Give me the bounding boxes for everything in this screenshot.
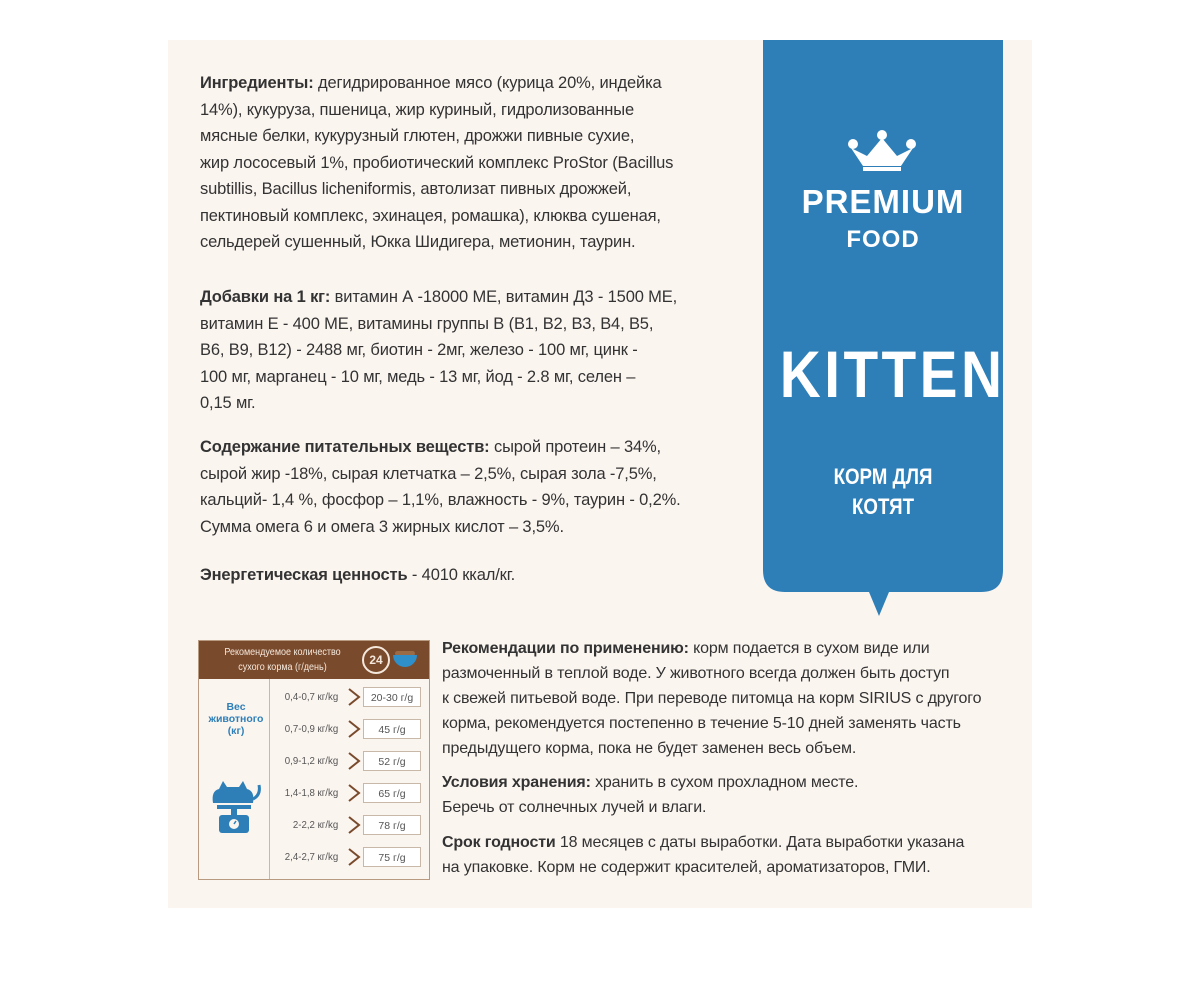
- table-divider: [269, 679, 270, 879]
- shelf-life-paragraph: Срок годности 18 месяцев с даты выработки. Дата выработки указана на упаковке. Корм не содержит красителей, ароматизаторов, ГМИ.: [442, 834, 965, 876]
- arrow-icon: [347, 815, 361, 835]
- table-row: 0,7-0,9 кг/kg 45 г/g: [271, 715, 427, 743]
- bowl-icon: [393, 655, 417, 667]
- table-row: 0,4-0,7 кг/kg 20-30 г/g: [271, 683, 427, 711]
- shelf-life-label: Срок годности: [442, 834, 556, 851]
- kitten-title: KITTEN: [779, 337, 1006, 411]
- arrow-icon: [347, 687, 361, 707]
- nutrients-label: Содержание питательных веществ:: [200, 438, 490, 456]
- hours-badge: 24: [362, 646, 390, 674]
- table-row: 1,4-1,8 кг/kg 65 г/g: [271, 779, 427, 807]
- feeding-table: [198, 640, 430, 880]
- crown-icon: [847, 130, 917, 172]
- energy-paragraph: Энергетическая ценность - 4010 ккал/кг.: [200, 566, 516, 584]
- storage-label: Условия хранения:: [442, 774, 591, 791]
- energy-label: Энергетическая ценность: [200, 566, 408, 584]
- table-row: 2-2,2 кг/kg 78 г/g: [271, 811, 427, 839]
- ingredients-paragraph: Ингредиенты: дегидрированное мясо (курица 20%, индейка 14%), кукуруза, пшеница, жир куриный, гидролизованные мясные белки, кукурузный глютен, дрожжи пивные сухие, жир лососевый 1%, пробиотический комплекс ProStor (Bacillus subtillis, Bacillus licheniformis, автолизат пивных дрожжей, пектиновый комплекс, эхинацея, ромашка), клюква сушеная, сельдерей сушенный, Юкка Шидигера, метионин, таурин.: [200, 74, 674, 251]
- usage-label: Рекомендации по применению:: [442, 640, 689, 657]
- table-row: 2,4-2,7 кг/kg 75 г/g: [271, 843, 427, 871]
- korm-subtitle: КОРМ ДЛЯ КОТЯТ: [833, 464, 933, 519]
- usage-paragraph: Рекомендации по применению: корм подается в сухом виде или размоченный в теплой воде. У животного всегда должен быть доступ к свежей питьевой воде. При переводе питомца на корм SIRIUS с другого корма, рекомендуется постепенно в течение 5-10 дней заменять часть предыдущего корма, пока не будет заменен весь объем.: [442, 640, 982, 757]
- additives-label: Добавки на 1 кг:: [200, 288, 331, 306]
- arrow-icon: [347, 847, 361, 867]
- additives-paragraph: Добавки на 1 кг: витамин А -18000 МЕ, витамин Д3 - 1500 МЕ, витамин Е - 400 МЕ, витамины группы В (В1, В2, В3, В4, В5, В6, В9, В12) - 2488 мг, биотин - 2мг, железо - 100 мг, цинк - 100 мг, марганец - 10 мг, медь - 13 мг, йод - 2.8 мг, селен – 0,15 мг.: [200, 288, 678, 412]
- arrow-icon: [347, 751, 361, 771]
- table-row: 0,9-1,2 кг/kg 52 г/g: [271, 747, 427, 775]
- arrow-icon: [347, 719, 361, 739]
- nutrients-paragraph: Содержание питательных веществ: сырой протеин – 34%, сырой жир -18%, сырая клетчатка – 2,5%, сырая зола -7,5%, кальций- 1,4 %, фосфор – 1,1%, влажность - 9%, таурин - 0,2%. Сумма омега 6 и омега 3 жирных кислот – 3,5%.: [200, 438, 681, 536]
- premium-ribbon: [763, 40, 1006, 618]
- feeding-table-header: Рекомендуемое количество сухого корма (г/день) 24: [199, 641, 429, 679]
- ingredients-label: Ингредиенты:: [200, 74, 314, 92]
- weight-label: Вес животного (кг): [208, 701, 264, 737]
- cat-on-scale-icon: [209, 769, 263, 837]
- arrow-icon: [347, 783, 361, 803]
- premium-text: PREMIUM: [801, 183, 965, 220]
- storage-paragraph: Условия хранения: хранить в сухом прохладном месте. Беречь от солнечных лучей и влаги.: [442, 774, 859, 816]
- food-text: FOOD: [846, 226, 920, 253]
